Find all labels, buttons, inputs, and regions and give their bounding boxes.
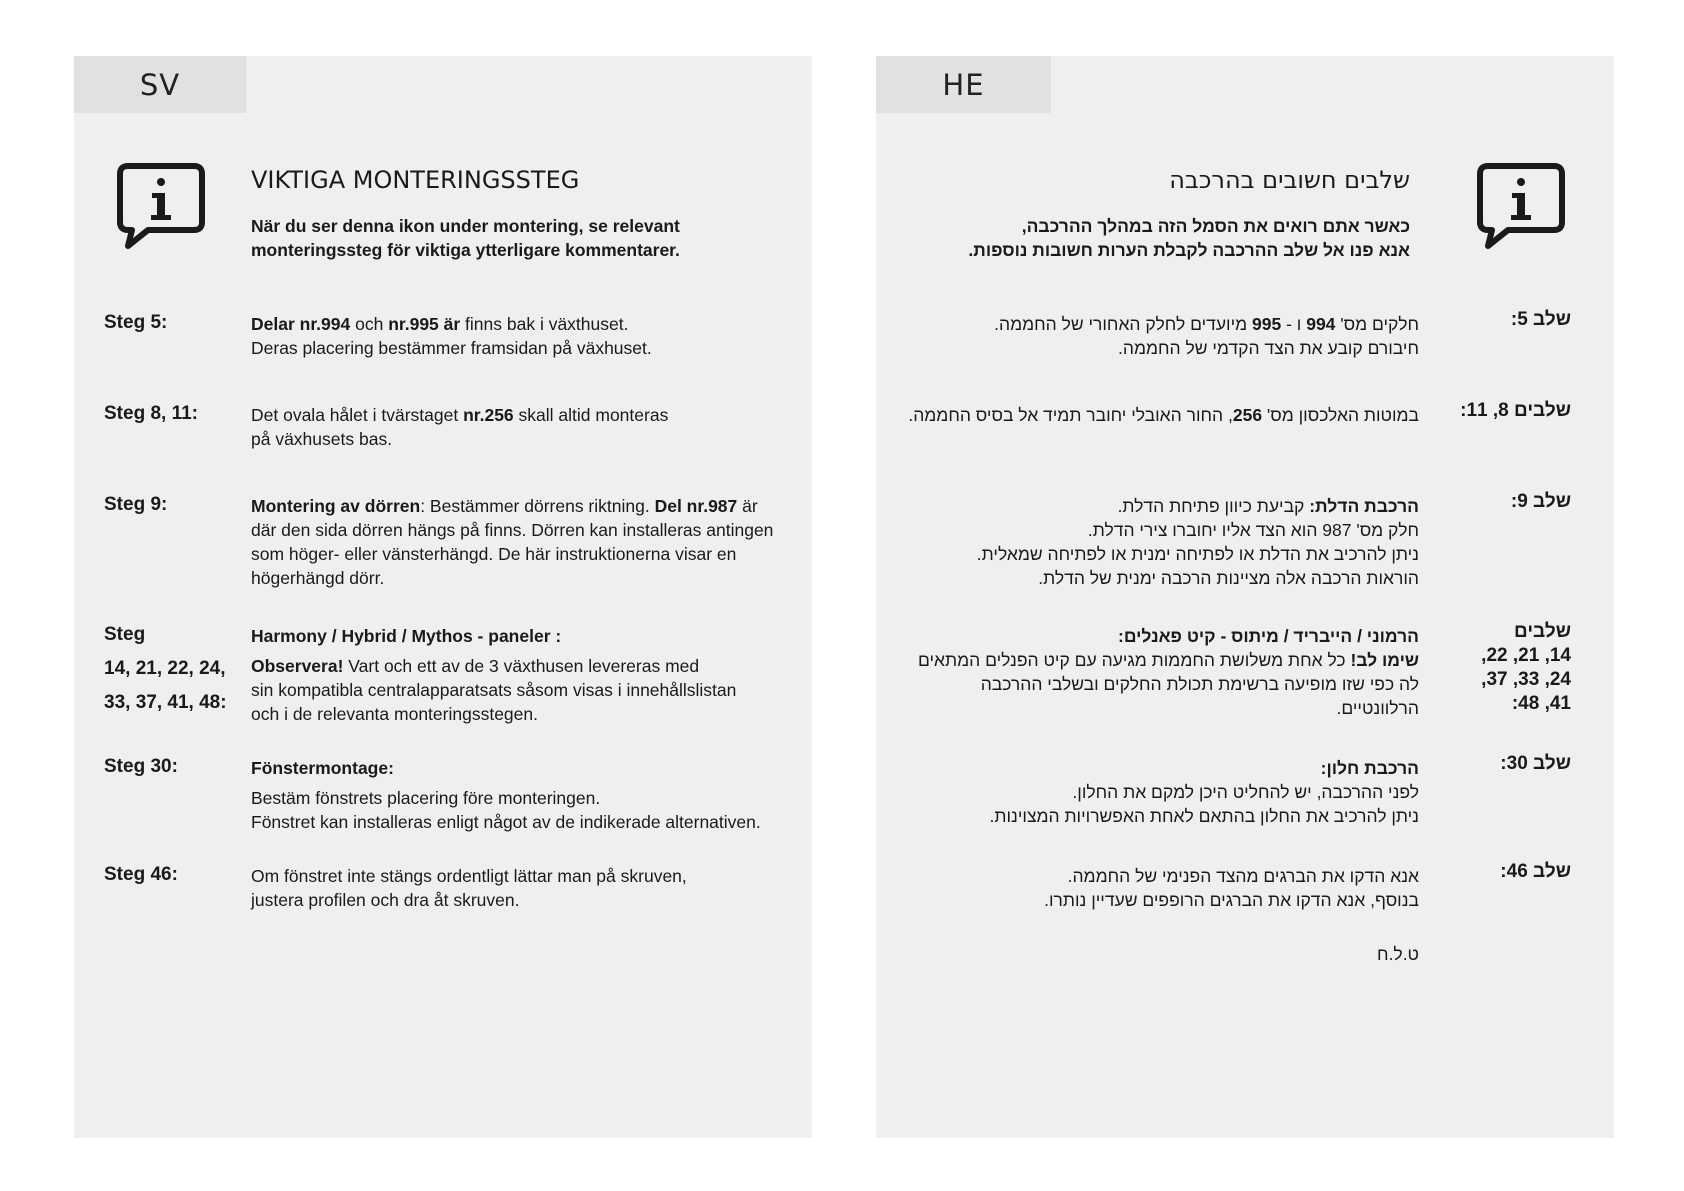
step-label: Steg 9:: [104, 494, 168, 515]
step-text: : Bestämmer dörrens riktning.: [420, 496, 655, 516]
language-tab-he: HE: [876, 56, 1051, 113]
part-number: Delar nr.994: [251, 314, 351, 334]
step-text: ניתן להרכיב את החלון בהתאם לאחת האפשרויות המצוינות.: [989, 806, 1419, 826]
step-label-line: 24, 33, 37,: [1481, 669, 1571, 690]
part-number: nr.995 är: [388, 314, 461, 334]
step-heading: Harmony / Hybrid / Mythos - paneler :: [251, 626, 562, 646]
step-text: ו -: [1281, 314, 1307, 334]
step-text: חלק מס' 987 הוא הצד אליו יחוברו צירי הדלת.: [1087, 520, 1419, 540]
step-label: שלב 9:: [1510, 491, 1571, 512]
step-heading: הרכבת הדלת:: [1309, 496, 1419, 516]
part-number: Del nr.987: [654, 496, 738, 516]
step-label: Steg 46:: [104, 864, 178, 885]
step-body: [251, 403, 791, 451]
part-number: 995: [1252, 314, 1282, 334]
language-tab-sv: SV: [74, 56, 246, 113]
step-text: högerhängd dörr.: [251, 568, 385, 588]
section-title: VIKTIGA MONTERINGSSTEG: [251, 166, 580, 194]
step-body: [251, 624, 791, 726]
step-text: , החור האובלי יחובר תמיד אל בסיס החממה.: [908, 405, 1233, 425]
step-body: [899, 494, 1419, 590]
info-speech-bubble-icon: [114, 160, 208, 252]
step-text: Bestäm fönstrets placering före monteringen.: [251, 788, 601, 808]
step-label: Steg 5:: [104, 312, 168, 333]
step-text: justera profilen och dra åt skruven.: [251, 890, 520, 910]
step-heading: הרמוני / הייבריד / מיתוס - קיט פאנלים:: [1118, 626, 1419, 646]
step-label: שלב 46:: [1500, 861, 1571, 882]
step-heading: Fönstermontage:: [251, 758, 394, 778]
step-text: בנוסף, אנא הדקו את הברגים הרופפים שעדיין נותרו.: [1044, 890, 1419, 910]
step-body: [899, 312, 1419, 360]
step-label-line: Steg: [104, 624, 146, 645]
step-text: במוטות האלכסון מס': [1262, 405, 1419, 425]
step-text: חלקים מס': [1335, 314, 1419, 334]
step-heading: הרכבת חלון:: [1320, 758, 1419, 778]
step-text: Om fönstret inte stängs ordentligt lättar man på skruven,: [251, 866, 687, 886]
step-heading: Montering av dörren: [251, 496, 421, 516]
step-body: [251, 864, 791, 912]
step-text: och i de relevanta monteringsstegen.: [251, 704, 538, 724]
step-text: מיועדים לחלק האחורי של החממה.: [994, 314, 1253, 334]
part-number: 256: [1232, 405, 1263, 425]
step-label-line: 33, 37, 41, 48:: [104, 692, 227, 713]
intro-text: [251, 214, 771, 262]
step-text: skall altid monteras: [513, 405, 669, 425]
step-text: Vart och ett av de 3 växthusen levereras med: [343, 656, 700, 676]
step-text: חיבורם קובע את הצד הקדמי של החממה.: [1118, 338, 1419, 358]
step-text: כל אחת משלושת החממות מגיעה עם קיט הפנלים המתאים: [917, 650, 1351, 670]
step-text: ניתן להרכיב את הדלת או לפתיחה ימנית או לפתיחה שמאלית.: [976, 544, 1419, 564]
step-text: på växhusets bas.: [251, 429, 393, 449]
step-label: [104, 618, 254, 720]
page-hebrew: [876, 56, 1614, 1138]
step-body: [251, 494, 791, 590]
step-text: לה כפי שזו מופיעה ברשימת תכולת החלקים ובשלבי ההרכבה הרלוונטיים.: [980, 674, 1419, 718]
step-text: som höger- eller vänsterhängd. De här instruktionerna visar en: [251, 544, 737, 564]
intro-text: [890, 214, 1410, 262]
note-label: Observera!: [251, 656, 344, 676]
step-text: קביעת כיוון פתיחת הדלת.: [1117, 496, 1310, 516]
step-label-line: שלבים: [1514, 621, 1571, 642]
step-label: שלב 5:: [1510, 309, 1571, 330]
step-label: Steg 8, 11:: [104, 403, 198, 424]
step-label: שלב 30:: [1500, 753, 1571, 774]
step-label-line: 14, 21, 22,: [1481, 645, 1571, 666]
note-label: שימו לב!: [1350, 650, 1419, 670]
info-speech-bubble-icon: [1474, 160, 1568, 252]
step-text: Deras placering bestämmer framsidan på växhuset.: [251, 338, 652, 358]
step-label: שלבים 8, 11:: [1460, 400, 1571, 421]
step-body: [899, 756, 1419, 828]
step-body: [251, 756, 791, 834]
step-label: [1451, 620, 1571, 716]
step-body: [899, 403, 1419, 427]
intro-line: När du ser denna ikon under montering, se relevant: [251, 216, 680, 236]
step-text: אנא הדקו את הברגים מהצד הפנימי של החממה.: [1067, 866, 1419, 886]
step-text: Fönstret kan installeras enligt något av de indikerade alternativen.: [251, 812, 761, 832]
page-swedish: [74, 56, 812, 1138]
step-label-line: 14, 21, 22, 24,: [104, 658, 226, 679]
section-title: שלבים חשובים בהרכבה: [1169, 166, 1410, 194]
step-body: [251, 312, 791, 360]
step-text: לפני ההרכבה, יש להחליט היכן למקם את החלון.: [1072, 782, 1419, 802]
intro-line: monteringssteg för viktiga ytterligare kommentarer.: [251, 240, 680, 260]
footer-note: ט.ל.ח: [1377, 944, 1419, 964]
step-label-line: 41, 48:: [1511, 693, 1571, 714]
step-text: finns bak i växthuset.: [460, 314, 629, 334]
step-text: הוראות הרכבה אלה מציינות הרכבה ימנית של הדלת.: [1038, 568, 1419, 588]
part-number: 994: [1306, 314, 1336, 334]
intro-line: כאשר אתם רואים את הסמל הזה במהלך ההרכבה,: [1021, 216, 1410, 236]
step-text: Det ovala hålet i tvärstaget: [251, 405, 464, 425]
step-body: [899, 624, 1419, 720]
step-text: är: [737, 496, 758, 516]
step-text: sin kompatibla centralapparatsats såsom visas i innehållslistan: [251, 680, 737, 700]
step-body: [899, 864, 1419, 912]
step-text: där den sida dörren hängs på finns. Dörren kan installeras antingen: [251, 520, 774, 540]
part-number: nr.256: [463, 405, 514, 425]
step-text: och: [350, 314, 389, 334]
step-label: Steg 30:: [104, 756, 178, 777]
intro-line: אנא פנו אל שלב ההרכבה לקבלת הערות חשובות נוספות.: [968, 240, 1410, 260]
